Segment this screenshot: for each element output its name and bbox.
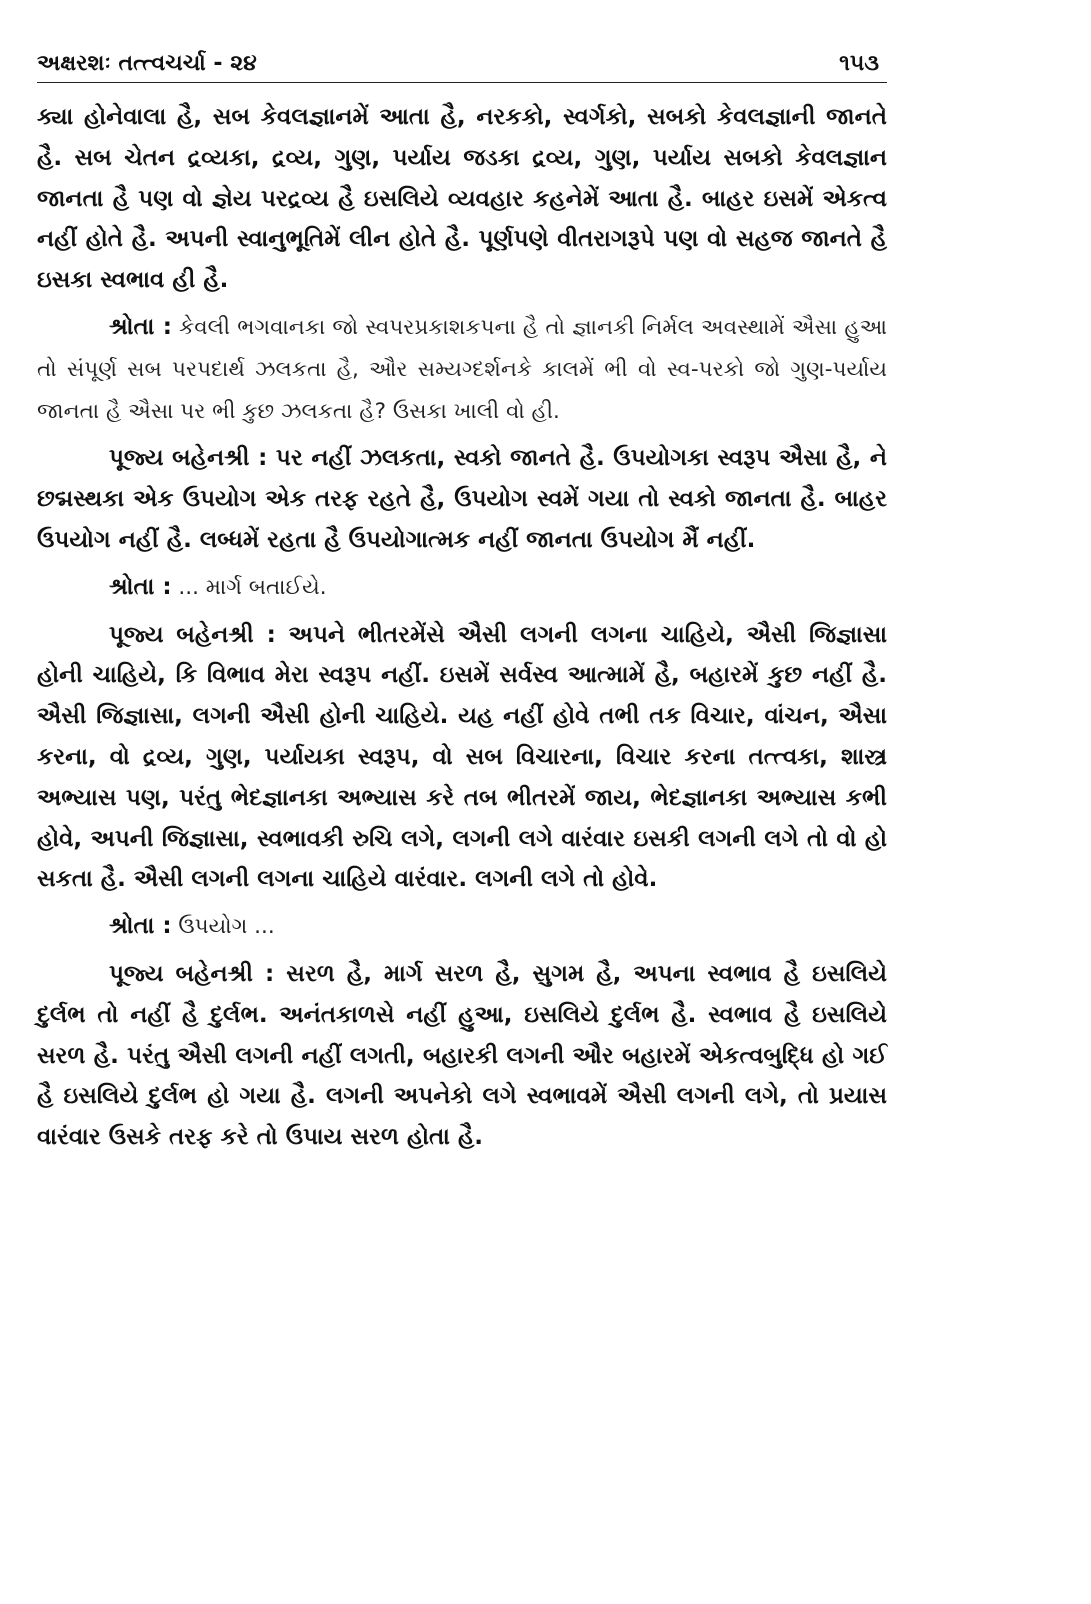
- paragraph-text: ... માર્ગ બતાઈયે.: [171, 574, 327, 600]
- paragraph-text: સરળ હૈ, માર્ગ સરળ હૈ, સુગમ હૈ, અપના સ્વભાવ હૈ ઇસલિયે દુર્લભ તો નહીં હૈ દુર્લભ. અનંતકાળસે નહીં હુઆ, ઇસલિયે દુર્લભ હૈ. સ્વભાવ હૈ ઇસલિયે સરળ હૈ. પરંતુ ઐસી લગની નહીં લગતી, બહારકી લગની ઔર બહારમેં એકત્વબુદ્ધિ હો ગઈ હૈ ઇસલિયે દુર્લભ હો ગયા હૈ. લગની અપનેકો લગે સ્વભાવમેં ઐસી લગની લગે, તો પ્રયાસ વારંવાર ઉસકે તરફ કરે તો ઉપાય સરળ હોતા હૈ.: [37, 960, 887, 1151]
- paragraph-text: અપને ભીતરમેંસે ઐસી લગની લગના ચાહિયે, ઐસી જિજ્ઞાસા હોની ચાહિયે, કિ વિભાવ મેરા સ્વરૂપ નહીં. ઇસમેં સર્વસ્વ આત્મામેં હૈ, બહારમેં કુછ નહીં હૈ. ઐસી જિજ્ઞાસા, લગની ઐસી હોની ચાહિયે. યહ નહીં હોવે તભી તક વિચાર, વાંચન, ઐસા કરના, વો દ્રવ્ય, ગુણ, પર્યાયકા સ્વરૂપ, વો સબ વિચારના, વિચાર કરના તત્ત્વકા, શાસ્ત્ર અભ્યાસ પણ, પરંતુ ભેદજ્ઞાનકા અભ્યાસ કરે તબ ભીતરમેં જાય, ભેદજ્ઞાનકા અભ્યાસ કભી હોવે, અપની જિજ્ઞાસા, સ્વભાવકી રુચિ લગે, લગની લગે વારંવાર ઇસકી લગની લગે તો વો હો સકતા હૈ. ઐસી લગની લગના ચાહિયે વારંવાર. લગની લગે તો હોવે.: [37, 621, 887, 893]
- document-page: [37, 40, 887, 1158]
- paragraph-response: [37, 438, 887, 560]
- running-title: અક્ષરશઃ તત્ત્વચર્ચા - ૨૪: [37, 51, 257, 76]
- paragraph-continuation: [37, 97, 887, 301]
- paragraph-text: ક્યા હોનેવાલા હૈ, સબ કેવલજ્ઞાનમેં આતા હૈ, નરકકો, સ્વર્ગકો, સબકો કેવલજ્ઞાની જાનતે હૈ. સબ ચેતન દ્રવ્યકા, દ્રવ્ય, ગુણ, પર્યાય જડકા દ્રવ્ય, ગુણ, પર્યાય સબકો કેવલજ્ઞાન જાનતા હૈ પણ વો જ્ઞેય પરદ્રવ્ય હૈ ઇસલિયે વ્યવહાર કહનેમેં આતા હૈ. બાહર ઇસમેં એકત્વ નહીં હોતે હૈ. અપની સ્વાનુભૂતિમેં લીન હોતે હૈ. પૂર્ણપણે વીતરાગરૂપે પણ વો સહજ જાનતે હૈ ઇસકા સ્વભાવ હી હૈ.: [37, 104, 887, 294]
- paragraph-response: [37, 954, 887, 1158]
- speaker-label: પૂજ્ય બહેનશ્રી :: [109, 621, 276, 648]
- paragraph-text: પર નહીં ઝલકતા, સ્વકો જાનતે હૈ. ઉપયોગકા સ્વરૂપ ઐસા હૈ, ને છદ્મસ્થકા એક ઉપયોગ એક તરફ રહતે હૈ, ઉપયોગ સ્વમેં ગયા તો સ્વકો જાનતા હૈ. બાહર ઉપયોગ નહીં હૈ. લબ્ધમેં રહતા હૈ ઉપયોગાત્મક નહીં જાનતા ઉપયોગ મૈં નહીં.: [37, 445, 887, 553]
- page-header: [37, 40, 887, 76]
- paragraph-response: [37, 615, 887, 901]
- paragraph-listener: [37, 567, 887, 609]
- paragraph-listener: [37, 307, 887, 432]
- speaker-label: શ્રોતા :: [109, 313, 172, 340]
- speaker-label: શ્રોતા :: [109, 913, 172, 940]
- header-divider: [37, 82, 887, 83]
- page-number: ૧૫૩: [839, 51, 879, 76]
- paragraph-text: કેવલી ભગવાનકા જો સ્વપરપ્રકાશકપના હૈ તો જ્ઞાનકી નિર્મલ અવસ્થામેં ઐસા હુઆ તો સંપૂર્ણ સબ પરપદાર્થ ઝલકતા હૈ, ઔર સમ્યગ્દર્શનકે કાલમેં ભી વો સ્વ-પરકો જો ગુણ-પર્યાય જાનતા હૈ ઐસા પર ભી કુછ ઝલકતા હૈ? ઉસકા ખાલી વો હી.: [37, 314, 887, 424]
- speaker-label: પૂજ્ય બહેનશ્રી :: [109, 960, 275, 987]
- paragraph-listener: [37, 906, 887, 948]
- speaker-label: શ્રોતા :: [109, 573, 172, 600]
- paragraph-text: ઉપયોગ ...: [171, 914, 275, 940]
- speaker-label: પૂજ્ય બહેનશ્રી :: [109, 445, 268, 472]
